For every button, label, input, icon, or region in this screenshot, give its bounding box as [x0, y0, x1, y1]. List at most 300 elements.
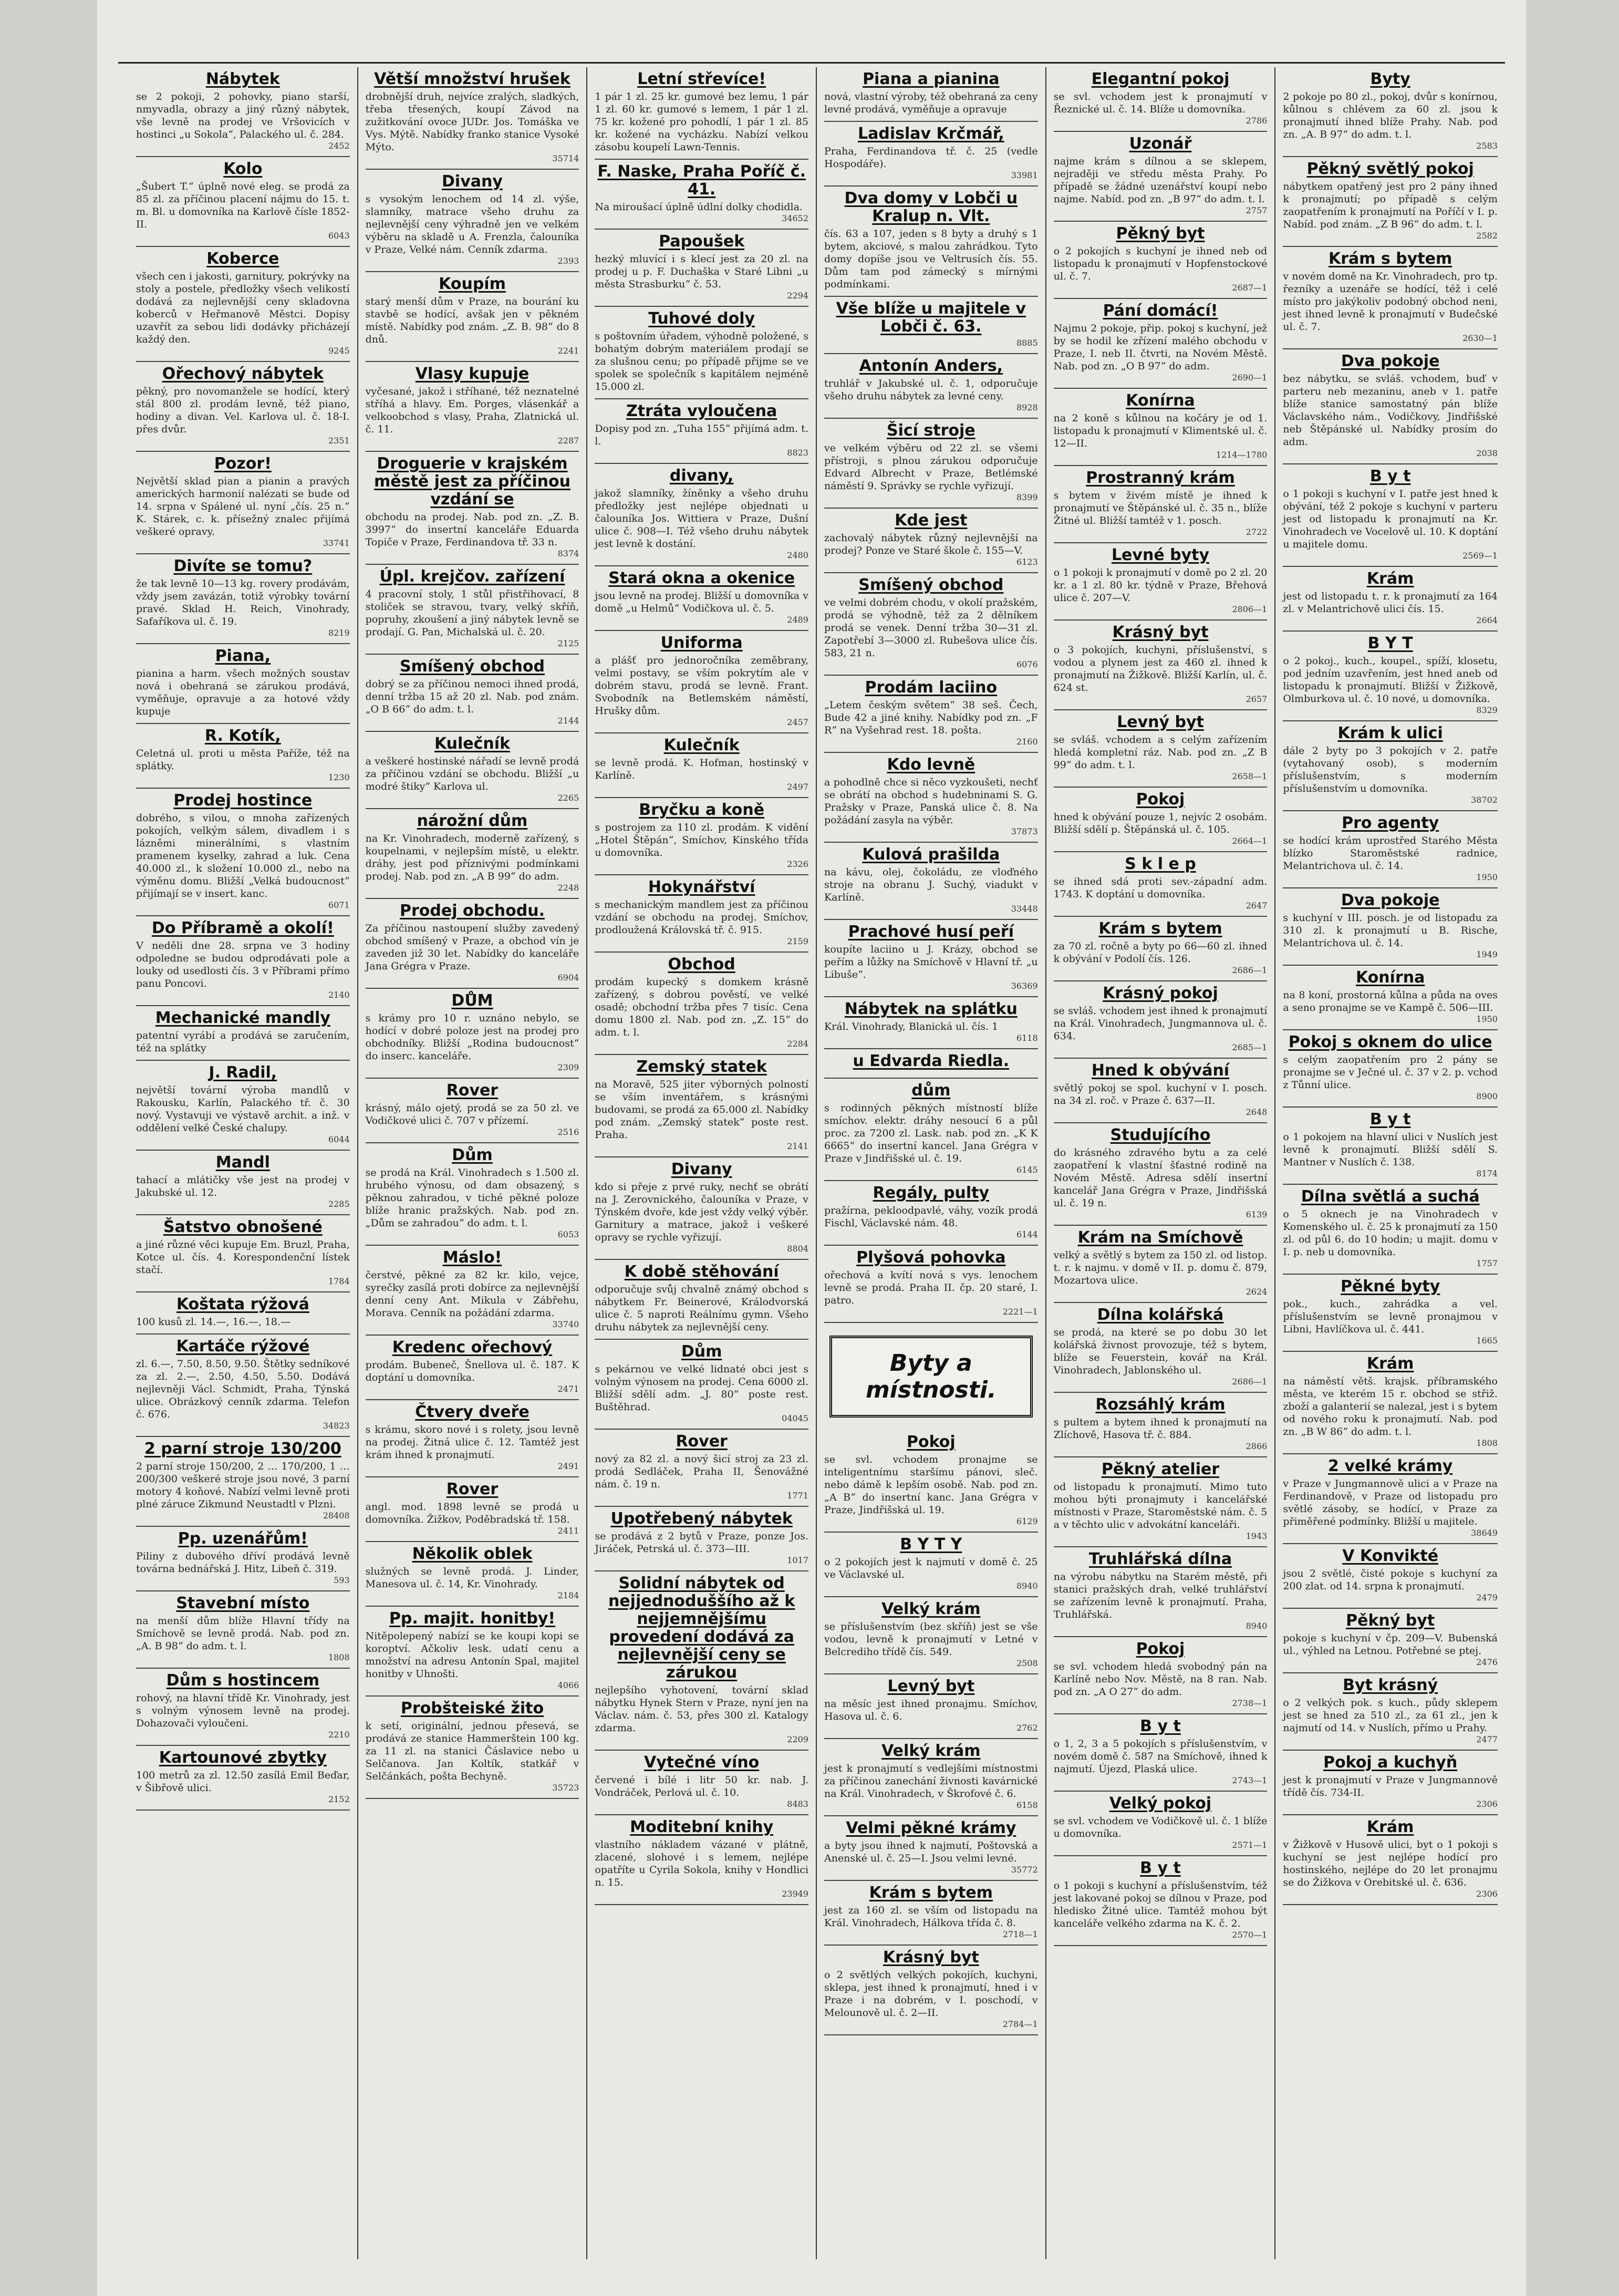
- ad-body: jest k pronajmutí s vedlejšími místnostmi za příčinou zanechání živnosti kavárnické na Král. Vinohradech, v Škrofové č. 6.: [824, 1763, 1038, 1799]
- ad-body: s kuchyní v III. posch. je od listopadu za 310 zl. k pronajmutí u B. Rische, Melantrichova ul. č. 14.: [1283, 912, 1498, 949]
- ad-headline: Dům: [452, 1146, 493, 1164]
- classified-ad: [1054, 1457, 1268, 1547]
- ad-code: 2160: [1016, 737, 1038, 747]
- ad-code: 6145: [1016, 1165, 1038, 1175]
- ad-code: 33448: [1011, 904, 1038, 914]
- classified-ad: [1054, 67, 1268, 132]
- ad-body: jakož slamníky, žíněnky a všeho druhu předložky jest nejlépe objednati u čalouníka Jos. Wittiera v Praze, Dušní ulice č. 908—I. Též všeho druhu nábytek jest levně k dostání.: [595, 488, 808, 550]
- classified-ad: [824, 1946, 1038, 2035]
- ad-body: s mechanickým mandlem jest za příčinou vzdání se obchodu na prodej. Smíchov, prodloužená Královská tř. č. 915.: [595, 899, 808, 936]
- ad-body: Celetná ul. proti u města Paříže, též na splátky.: [136, 748, 350, 772]
- ad-body: se hodící krám uprostřed Starého Města blízko Staroměstské radnice, Melantrichova ul. č. 14.: [1283, 835, 1498, 872]
- ad-headline: Dva domy v Lobči u Kralup n. Vlt.: [844, 189, 1018, 225]
- ad-headline: Levný byt: [887, 1677, 975, 1695]
- ad-body: na menší dům blíže Hlavní třídy na Smíchově se levně prodá. Nab. pod zn. „A. B 98“ do adm. t. l.: [136, 1615, 350, 1652]
- classified-ad: [1283, 67, 1498, 157]
- ad-headline: Solidní nábytek od nejjednoduššího až k nejjemnějšímu provedení dodává za nejlevnější ceny se zárukou: [608, 1574, 795, 1682]
- ad-headline: B Y T Y: [900, 1535, 962, 1554]
- ad-headline: u Edvarda Riedla.: [853, 1052, 1010, 1070]
- ad-body: se svláš. vchodem a s celým zařízením hledá kompletní ráz. Nab. pod zn. „Z B 99“ do adm. t. l.: [1053, 734, 1268, 771]
- ad-headline: Obchod: [668, 955, 735, 974]
- classified-ad: [136, 916, 350, 1006]
- ad-body: 100 metrů za zl. 12.50 zasílá Emil Beďar, v Šibřově ulici.: [136, 1770, 350, 1794]
- classified-ad: [1054, 299, 1268, 389]
- ad-body: o 1 pokojem na hlavní ulici v Nuslích jest levně k pronajmutí. Bližší sdělí S. Mantner v Nuslích č. 138.: [1283, 1131, 1498, 1168]
- ad-headline: Koberce: [206, 250, 279, 268]
- classified-ad: [1283, 1108, 1498, 1185]
- ad-headline: Kredenc ořechový: [392, 1338, 553, 1357]
- ad-body: prodám kupecký s domkem krásně zařízený, s dobrou pověstí, ve velké osadě; obchodní tržba přes 7 tisíc. Cena domu 1800 zl. Nab. pod zn. „Z. 15“ do adm. t. l.: [595, 976, 808, 1038]
- ad-headline: Pokoj s oknem do ulice: [1288, 1033, 1492, 1051]
- ad-headline: Kartáče rýžové: [176, 1337, 310, 1356]
- ad-headline: Bryčku a koně: [639, 801, 765, 819]
- ad-code: 2159: [787, 936, 808, 946]
- ad-body: s postrojem za 110 zl. prodám. K vidění „Hotel Štěpán“, Smíchov, Kinského třída u domovníka.: [595, 822, 808, 859]
- ad-body: patentní vyrábí a prodává se zaručením, též na splátky: [136, 1030, 350, 1054]
- ad-headline: Prostranný krám: [1086, 469, 1235, 487]
- ad-code: 2657: [1246, 694, 1268, 704]
- ad-body: o 5 oknech je na Vinohradech v Komenského ul. č. 25 k pronajmutí za 150 zl. od půl 6. do 10 hodin; u majit. domu v I. p. neb u domovníka.: [1283, 1208, 1498, 1258]
- ad-body: 100 kusů zl. 14.—, 16.—, 18.—: [136, 1316, 291, 1328]
- ad-code: 2285: [328, 1199, 350, 1209]
- ad-code: 2309: [557, 1062, 579, 1072]
- ad-headline: Divany: [442, 172, 503, 191]
- classified-ad: [1054, 389, 1268, 466]
- ad-body: dobrého, s vilou, o mnoha zařízených pokojích, velkým sálem, divadlem i s lázněmi minerálními, s vlastním pramenem kyselky, zahrad a luk. Cena 40.000 zl., k složení 10.000 zl., nebo na výměnu domu. Bližší „Velká budoucnost“ přijímají se v insert. kanc.: [136, 812, 350, 899]
- ad-body: červené i bílé i litr 50 kr. nab. J. Vondráček, Perlová ul. č. 10.: [595, 1774, 808, 1798]
- classified-ad: [1283, 811, 1498, 888]
- classified-ad: [824, 573, 1038, 676]
- ad-headline: Divany: [671, 1160, 732, 1178]
- ad-code: 1214—1780: [1216, 450, 1268, 460]
- ad-headline: Kde jest: [895, 511, 968, 530]
- ad-code: 04045: [782, 1413, 808, 1423]
- classified-ad: [366, 732, 579, 809]
- classified-ad: [1283, 721, 1498, 811]
- ad-code: 2452: [328, 141, 350, 151]
- ad-code: 2664: [1476, 615, 1498, 625]
- ad-headline: Krám s bytem: [1098, 919, 1222, 938]
- ad-headline: Pp. uzenářům!: [178, 1529, 308, 1548]
- ad-headline: Kolo: [223, 160, 263, 178]
- ad-body: se prodá na Král. Vinohradech s 1.500 zl. hrubého výnosu, od dam obsazený, s pěknou zahradou, v tiché pěkné poloze blíže hranic pražských. Nab. pod zn. „Dům se zahradou“ do adm. t. l.: [365, 1167, 579, 1229]
- ad-body: pok., kuch., zahrádka a vel. příslušenstvím se levně pronajmou v Libni, Havlíčkova ul. č. 441.: [1283, 1298, 1498, 1335]
- ad-body: vlastního nákladem vázané v plátně, zlacené, slohové i s lemem, nejlépe opatříte u Cyrila Sokola, knihy v Hondlici n. 15.: [595, 1839, 808, 1888]
- ad-headline: R. Kotík,: [204, 727, 281, 745]
- ad-body: o 1, 2, 3 a 5 pokojích s příslušenstvím, v novém domě č. 587 na Smíchově, ihned k najmutí. Újezd, Plaská ulice.: [1053, 1738, 1268, 1775]
- ad-code: 33741: [323, 538, 350, 548]
- ad-headline: Dílna světlá a suchá: [1301, 1187, 1480, 1206]
- ad-headline: Dílna kolářská: [1097, 1306, 1224, 1324]
- ad-body: velký a světlý s bytem za 150 zl. od listop. t. r. k najmu. v domě v II. p. domu č. 879, Mozartova ulice.: [1053, 1249, 1268, 1286]
- ad-code: 2351: [328, 436, 350, 446]
- ad-headline: Smíšený obchod: [399, 657, 545, 676]
- ad-code: 38649: [1471, 1528, 1498, 1538]
- ad-body: hned k obývání pouze 1, nejvíc 2 osobám. Bližší sdělí p. Štěpánská ul. č. 105.: [1053, 811, 1268, 835]
- ad-body: a pohodlně chce si něco vyzkoušeti, nechť se obrátí na obchod s hudebninami S. G. Pražsky v Praze, Panská ulice č. 8. Na požádání zasyla na výběr.: [824, 777, 1038, 826]
- ad-code: 2411: [557, 1526, 579, 1536]
- ad-headline: Rover: [446, 1081, 499, 1100]
- classified-ad: [595, 1260, 808, 1340]
- ad-body: se svl. vchodem pronajme se inteligentnímu staršímu pánovi, sleč. nebo dámě k lepším osobě. Nab. pod zn. „A B“ do insertní kanc. Jana Grégra v Praze, Jindřišská ul. 19.: [824, 1454, 1038, 1516]
- ad-headline: Prodej hostince: [173, 791, 313, 810]
- ad-headline: Rover: [446, 1480, 499, 1498]
- ad-headline: Mandl: [215, 1153, 270, 1172]
- ad-code: 2685—1: [1232, 1042, 1268, 1052]
- ad-headline: Pěkný světlý pokoj: [1306, 160, 1474, 178]
- ad-headline: Elegantní pokoj: [1091, 70, 1230, 88]
- classified-ad: [1283, 1352, 1498, 1454]
- ad-headline: dům: [911, 1081, 951, 1100]
- ad-body: koupíte laciino u J. Krázy, obchod se peřím a lůžky na Smíchově v Hlavní tř. „u Libuše“.: [824, 944, 1038, 980]
- ad-code: 593: [334, 1575, 350, 1585]
- ad-body: jest za 160 zl. se vším od listopadu na Král. Vinohradech, Hálkova třída č. 8.: [824, 1905, 1038, 1929]
- ad-code: 34823: [323, 1421, 350, 1431]
- ad-code: 2209: [787, 1734, 808, 1744]
- ad-headline: Konírna: [1355, 968, 1425, 987]
- classified-ad: [824, 1816, 1038, 1881]
- ad-code: 2786: [1246, 116, 1268, 126]
- classified-ad: [1283, 888, 1498, 966]
- ad-code: 2722: [1246, 527, 1268, 537]
- ad-body: nová, vlastní výroby, též obehraná za ceny levné prodává, vyměňuje a opravuje: [824, 91, 1038, 115]
- classified-ad: [136, 1292, 350, 1335]
- ad-code: 1808: [1476, 1438, 1498, 1448]
- ad-body: od listopadu k pronajmutí. Mimo tuto mohou býti pronajmuty i kancelářské místnosti v Praze, Staroměstské nám. č. 5 a v těchto ulic v advokátní kanceláři.: [1053, 1481, 1268, 1530]
- classified-ad: [136, 1591, 350, 1669]
- ad-body: s pekárnou ve velké lidnaté obci jest s volným výnosem na prodej. Cena 6000 zl. Bližší sdělí adm. „J. 80“ poste rest. Buštěhrad.: [595, 1363, 808, 1413]
- ad-code: 8940: [1016, 1581, 1038, 1591]
- ad-headline: Kulová prašilda: [862, 845, 1000, 864]
- ad-headline: Truhlářská dílna: [1088, 1550, 1232, 1568]
- ad-code: 2582: [1476, 231, 1498, 241]
- classified-ad: [595, 1157, 808, 1260]
- ad-code: 2140: [328, 990, 350, 1000]
- ad-code: 2038: [1476, 448, 1498, 458]
- classified-ad: [366, 170, 579, 272]
- ad-body: o 2 pokoj., kuch., koupel., spíží, klosetu, pod jedním uzavřením, jest hned aneb od listopadu k pronajmutí. Bližší v Žižkově, Olmburkova ul. č. 10 nové, u domovníka.: [1283, 655, 1498, 705]
- classified-ad: [595, 67, 808, 160]
- ad-body: Nitěpolepený nabízí se ke koupi kopi se koroptví. Ačkoliv lesk. udatí cenu a množství na adresu Antonín Spal, majitel honitby v Uhnošti.: [365, 1630, 579, 1680]
- classified-ad: [595, 1055, 808, 1157]
- ad-body: na měsíc jest ihned pronajmu. Smíchov, Hasova ul. č. 6.: [824, 1698, 1038, 1722]
- classified-ad: [824, 1674, 1038, 1739]
- ad-headline: K době stěhování: [624, 1263, 779, 1281]
- classified-ad: [595, 160, 808, 230]
- ad-headline: Kartounové zbytky: [159, 1749, 327, 1767]
- ad-body: prodám. Bubeneč, Šnellova ul. č. 187. K doptání u domovníka.: [365, 1359, 579, 1383]
- ad-body: truhlář v Jakubské ul. č. 1, odporučuje všeho druhu nábytek za levné ceny.: [824, 378, 1038, 402]
- ad-body: o 1 pokoji k pronajmutí v domě po 2 zl. 20 kr. a 1 zl. 80 kr. týdně v Praze, Břehová ulice č. 207—V.: [1053, 567, 1268, 604]
- ad-code: 8329: [1476, 705, 1498, 715]
- ad-code: 6129: [1016, 1516, 1038, 1526]
- ad-headline: Krásný byt: [1112, 623, 1209, 642]
- ad-body: zl. 6.—, 7.50, 8.50, 9.50. Štětky sedníkové za zl. 2.—, 2.50, 4.50, 5.50. Dodává nejlevněji Václ. Schmidt, Praha, Týnská ulice. Obrázkový cenník zdarma. Telefon č. 676.: [136, 1358, 350, 1420]
- classified-ad: [366, 809, 579, 899]
- ad-body: na náměstí větš. krajsk. příbramského města, ve kterém 15 r. obchod se střiž. zboží a galanterií se nalezal, jest i s bytem od nového roku k pronajmutí. Nab. pod zn. „B W 86“ do adm. t. l.: [1283, 1375, 1498, 1437]
- classified-ad: [136, 1746, 350, 1811]
- ad-code: 2184: [557, 1590, 579, 1600]
- ad-headline: Větší množství hrušek: [374, 70, 570, 88]
- ad-headline: F. Naske, Praha Poříč č. 41.: [597, 162, 806, 199]
- ad-code: 2248: [557, 883, 579, 893]
- ad-headline: Piana,: [215, 647, 271, 665]
- ad-code: 2497: [787, 782, 808, 792]
- ad-body: zachovalý nábytek různý nejlevnější na prodej? Ponze ve Staré škole č. 155—V.: [824, 532, 1038, 556]
- ad-code: 2743—1: [1232, 1775, 1268, 1785]
- column-6: [1275, 67, 1505, 2259]
- ad-code: 35772: [1011, 1865, 1038, 1875]
- ad-headline: Nábytek: [205, 70, 280, 88]
- ad-code: 2479: [1476, 1592, 1498, 1602]
- classified-ad: [824, 1181, 1038, 1246]
- classified-ad: [136, 67, 350, 157]
- ad-body: s poštovním úřadem, výhodně položené, s bohatým dobrým materiálem prodají se za slušnou cenu; po případě přijme se ve spolek se společník s kapitálem nejméně 15.000 zl.: [595, 330, 808, 392]
- classified-ad: [1054, 1792, 1268, 1856]
- classified-ad: [824, 354, 1038, 419]
- classified-ad: [595, 566, 808, 631]
- classified-ad: [366, 565, 579, 655]
- classified-ad: [1283, 349, 1498, 464]
- ad-body: starý menší dům v Praze, na bourání ku stavbě se hodící, avšak jen v pěkném místě. Nabídky pod znám. „Z. B. 98“ do 8 dnů.: [365, 296, 579, 345]
- ad-body: odporučuje svůj chvalně známý obchod s nábytkem Fr. Beinerové, Králodvorská ulice č. 5 naproti Reálnímu gymn. Všeho druhu nábytek za nejlevnější ceny.: [595, 1284, 808, 1333]
- ad-headline: Upotřebený nábytek: [610, 1509, 793, 1528]
- ad-body: se svláš. vchodem jest ihned k pronajmutí na Král. Vinohradech, Jungmannova ul. č. 634.: [1053, 1005, 1268, 1042]
- ad-headline: Byt krásný: [1343, 1676, 1438, 1694]
- ad-code: 8804: [787, 1244, 808, 1254]
- ad-headline: Krám: [1366, 570, 1414, 588]
- classified-ad: [824, 1246, 1038, 1323]
- ad-headline: Hned k obývání: [1091, 1061, 1230, 1080]
- ad-headline: Mechanické mandly: [155, 1009, 330, 1027]
- ad-body: se prodá, na které se po dobu 30 let kolářská živnost provozuje, též s bytem, blíže se Feuerstein, kovář na Král. Vinohradech, Jablonského ul.: [1053, 1327, 1268, 1376]
- classified-ad: [136, 1527, 350, 1591]
- classified-columns: [129, 67, 1505, 2259]
- classified-ad: [824, 1597, 1038, 1674]
- ad-headline: Krásný byt: [883, 1948, 979, 1967]
- ad-body: o 2 světlých velkých pokojích, kuchyni, sklepa, jest ihned k pronajmutí, hned i v Praze i na dobrém, v I. poschodí, v Melounově ul. č. 2—II.: [824, 1969, 1038, 2019]
- ad-code: 6904: [557, 973, 579, 982]
- ad-body: krásný, málo ojetý, prodá se za 50 zl. ve Vodičkové ulici č. 707 v přízemí.: [365, 1102, 579, 1126]
- ad-body: Na miroušací úplně údlní dolky chodidla.: [595, 201, 803, 213]
- ad-body: se ihned sdá proti sev.-západní adm. 1743. K doptání u domovníka.: [1053, 876, 1268, 900]
- column-4: [817, 67, 1046, 2259]
- ad-code: 36369: [1011, 981, 1038, 991]
- ad-body: v novém domě na Kr. Vinohradech, pro tp. řezníky a uzenáře se hodící, též i celé místo pro jakýkoliv podobný obchod neni, jest ihned levně k pronajmutí v Budečské ul. č. 7.: [1283, 271, 1498, 333]
- ad-headline: Úpl. krejčov. zařízení: [379, 567, 565, 586]
- classified-ad: [824, 509, 1038, 573]
- ad-headline: Piana a pianina: [863, 70, 1000, 88]
- ad-code: 2658—1: [1232, 771, 1268, 781]
- ad-code: 8219: [328, 628, 350, 638]
- ad-code: 2294: [787, 291, 808, 301]
- ad-code: 2457: [787, 717, 808, 727]
- ad-code: 2306: [1476, 1799, 1498, 1809]
- ad-headline: Šicí stroje: [887, 421, 975, 440]
- ad-headline: B y t: [1369, 1110, 1411, 1129]
- ad-headline: B y t: [1140, 1717, 1181, 1735]
- ad-headline: Kulečník: [663, 736, 740, 754]
- ad-code: 2489: [787, 615, 808, 625]
- ad-code: 8940: [1246, 1621, 1268, 1631]
- column-5: [1046, 67, 1276, 2259]
- ad-code: 2516: [557, 1127, 579, 1137]
- classified-ad: [824, 1079, 1038, 1181]
- classified-ad: [824, 1533, 1038, 1597]
- ad-code: 2141: [787, 1141, 808, 1151]
- ad-headline: Dva pokoje: [1341, 891, 1440, 909]
- ad-body: na Moravě, 525 jiter výborných polností se vším inventářem, s krásnými budovami, se prodá za 65.000 zl. Nabídky pod znám. „Zemský statek“ poste rest. Praha.: [595, 1079, 808, 1141]
- ad-headline: Zemský statek: [636, 1058, 767, 1076]
- ad-code: 1665: [1476, 1336, 1498, 1346]
- ad-headline: Prachové husí peří: [848, 923, 1014, 941]
- classified-ad: [1054, 917, 1268, 981]
- ad-headline: Hokynářství: [648, 878, 755, 896]
- ad-headline: Koštata rýžová: [176, 1295, 309, 1314]
- ad-body: o 2 pokojích jest k najmutí v domě č. 25 ve Václavské ul.: [824, 1556, 1038, 1580]
- ad-code: 2210: [328, 1730, 350, 1740]
- ad-body: drobnější druh, nejvíce zralých, sladkých, třeba třesených, koupí Závod na zužitkování ovoce JUDr. Jos. Tomáška ve Vys. Mýtě. Nabídky franko stanice Vysoké Mýto.: [365, 91, 579, 153]
- ad-headline: Byty: [1370, 70, 1410, 88]
- classified-ad: [1054, 981, 1268, 1059]
- ad-headline: Stará okna a okenice: [608, 569, 795, 587]
- ad-body: Největší sklad pian a pianin a pravých amerických harmonií nalézati se bude od 14. srpna v Spálené ul. nyní „čís. 25 n.“ K. Stárek, c. k. přísežný znalec přijímá veškeré opravy.: [136, 475, 350, 537]
- classified-ad: [366, 1143, 579, 1246]
- ad-code: 2762: [1016, 1723, 1038, 1733]
- ad-code: 33981: [1011, 170, 1038, 180]
- ad-code: 8483: [787, 1799, 808, 1809]
- ad-code: 1949: [1476, 949, 1498, 959]
- ad-headline: nárožní dům: [417, 812, 528, 830]
- ad-code: 2569—1: [1462, 551, 1498, 561]
- ad-body: jsou 2 světlé, čisté pokoje s kuchyní za 200 zlat. od 14. srpna k pronajmutí.: [1283, 1568, 1498, 1592]
- classified-ad: [366, 1477, 579, 1542]
- ad-body: a byty jsou ihned k najmutí, Poštovská a Anenské ul. č. 25—I. Jsou velmi levné.: [824, 1840, 1038, 1864]
- ad-headline: Velký krám: [881, 1600, 981, 1618]
- classified-ad: [595, 1507, 808, 1571]
- ad-headline: 2 parní stroje 130/200: [144, 1440, 341, 1458]
- ad-body: na 8 koní, prostorná kůlna a půda na oves a seno pronajme se ve Kampě č. 506—III.: [1283, 989, 1498, 1013]
- ad-body: ořechová a kvítí nová s vys. lenochem levně se prodá. Praha II. čp. 20 staré, I. patro.: [824, 1269, 1038, 1306]
- ad-headline: Pp. majit. honitby!: [389, 1609, 556, 1628]
- classified-ad: [595, 875, 808, 953]
- ad-body: jsou levně na prodej. Bližší u domovníka v domě „u Helmů“ Vodičkova ul. č. 5.: [595, 590, 808, 614]
- ad-code: 8928: [1016, 402, 1038, 412]
- ad-code: 2687—1: [1232, 283, 1268, 293]
- classified-ad: [136, 644, 350, 724]
- ad-body: o 1 pokoji s kuchyní a příslušenstvím, též jest lakované pokoj se dílnou v Praze, pod hledisko Žitné ulice. Tamtéž mohou být kanceláře velkého zdarma na K. č. 2.: [1053, 1880, 1268, 1929]
- ad-body: „Letem českým světem“ 38 seš. Čech, Bude 42 a jiné knihy. Nabídky pod zn. „F R“ na Vyšehrad rest. 18. pošta.: [824, 699, 1038, 736]
- ad-headline: Dva pokoje: [1341, 352, 1440, 370]
- ad-body: pěkný, pro novomanžele se hodící, který stál 800 zl. prodám levně, též piano, hodiny a divan. Vel. Karlova ul. č. 18-I. přes dvůr.: [136, 386, 350, 435]
- ad-body: Piliny z dubového dříví prodává levně továrna bednářská J. Hitz, Libeň č. 319.: [136, 1550, 350, 1575]
- ad-code: 2647: [1246, 901, 1268, 911]
- ad-body: hezký mluvící i s klecí jest za 20 zl. na prodej u p. F. Duchaška v Staré Libni „u města Strasburku“ č. 53.: [595, 253, 808, 290]
- classified-ad: [595, 230, 808, 307]
- ad-body: se svl. vchodem ve Vodičkově ul. č. 1 blíže u domovníka.: [1053, 1815, 1268, 1839]
- classified-ad: [1054, 620, 1268, 710]
- ad-headline: Stavební místo: [176, 1594, 310, 1612]
- ad-body: kdo si přeje z prvé ruky, nechť se obrátí na J. Zerovnického, čalouníka v Praze, v Týnském dvoře, kde jest vždy velký výběr. Garnitury a matrace, jakož i veškeré opravy se rychle vyřizují.: [595, 1181, 808, 1243]
- classified-ad: [366, 1336, 579, 1400]
- ad-headline: Krám s bytem: [1329, 250, 1452, 268]
- ad-code: 6118: [1016, 1033, 1038, 1043]
- ad-headline: Pokoj a kuchyň: [1323, 1753, 1458, 1772]
- ad-code: 6044: [328, 1134, 350, 1144]
- ad-body: a veškeré hostinské nářadí se levně prodá za příčinou vzdání se obchodu. Bližší „u modré štiky“ Karlova ul.: [365, 756, 579, 792]
- classified-ad: [1283, 157, 1498, 247]
- classified-ad: [824, 920, 1038, 997]
- classified-ad: [1283, 464, 1498, 567]
- ad-code: 2583: [1476, 141, 1498, 151]
- classified-ad: [1054, 710, 1268, 788]
- ad-headline: Velmi pěkné krámy: [846, 1819, 1016, 1837]
- ad-headline: Droguerie v krajském městě jest za příčinou vzdání se: [374, 454, 570, 509]
- ad-headline: Moditební knihy: [630, 1818, 774, 1836]
- ad-code: 6144: [1016, 1229, 1038, 1239]
- ad-body: s vysokým lenochem od 14 zl. výše, slamníky, matrace všeho druhu za nejlevnější ceny výhradně jen ve velkém výběru na skladě u A. Frenzla, čalouníka v Praze, Velké nám. Cenník zdarma.: [365, 193, 579, 255]
- ad-code: 2866: [1246, 1441, 1268, 1451]
- ad-body: o 2 velkých pok. s kuch., půdy sklepem jest se hned za 510 zl., za 61 zl., jen k najmutí od 14. v Nuslích, přímo u Prahy.: [1283, 1697, 1498, 1734]
- ad-code: 33740: [552, 1319, 579, 1329]
- ad-headline: Prodej obchodu.: [399, 902, 545, 920]
- ad-body: v Žižkově v Husově ulici, byt o 1 pokoji s kuchyní se jest nejlépe hodící pro hostinského, nejlépe do 20 let pronajmu se do Žižkova v Orebitské ul. č. 636.: [1283, 1839, 1498, 1888]
- ad-headline: Ořechový nábytek: [162, 365, 324, 383]
- ad-code: 6158: [1016, 1800, 1038, 1810]
- ad-headline: Dům s hostincem: [166, 1671, 320, 1690]
- ad-body: o 3 pokojích, kuchyni, příslušenství, s vodou a plynem jest za 460 zl. ihned k pronajmutí na Žižkově. Bližší Karlín, ul. č. 624 st.: [1053, 644, 1268, 694]
- ad-code: 2718—1: [1002, 1929, 1038, 1939]
- ad-code: 2152: [328, 1794, 350, 1804]
- ad-headline: B Y T: [1367, 634, 1413, 653]
- classified-ad: [824, 187, 1038, 297]
- ad-headline: Krám na Smíchově: [1077, 1228, 1243, 1247]
- classified-ad: [136, 1061, 350, 1151]
- ad-code: 2806—1: [1232, 604, 1268, 614]
- ad-body: 4 pracovní stoly, 1 stůl přistřihovací, 8 stoliček se stravou, tvary, velký skříň, popruhy, zkoušení a jiný nábytek levně se prodají. G. Pan, Michalská ul. č. 20.: [365, 588, 579, 638]
- classified-ad: [366, 1246, 579, 1336]
- classified-ad: [366, 655, 579, 732]
- ad-body: k setí, originální, jednou přesevá, se prodává ze stanice Hammerštein 100 kg. za 11 zl. na stanici Čáslavice nebo u Selčanova. Jan Koltík, statkář v Selčánkách, pošta Bechyně.: [365, 1720, 579, 1782]
- ad-body: ve velkém výběru od 22 zl. se všemi přístroji, s plnou zárukou odporučuje Edvard Albrecht v Praze, Betlémské náměstí 9. Správky se rychle vyřizují.: [824, 442, 1038, 492]
- classified-ad: [824, 297, 1038, 354]
- classified-ad: [595, 1430, 808, 1507]
- ad-body: tahací a mlátičky vše jest na prodej v Jakubské ul. 12.: [136, 1174, 350, 1198]
- ad-body: vyčesané, jakož i stříhané, též neznatelné stříhá a hlavy. Em. Porges, vlásenkář a velkoobchod s vlasy, Praha, Zlatnická ul. č. 11.: [365, 386, 579, 435]
- classified-ad: [1283, 1185, 1498, 1275]
- ad-body: největší tovární výroba mandlů v Rakousku, Karlín, Palackého tř. č. 30 nový. Vystavuji ve výstavě archit. a inž. v oddělení velké České chalupy.: [136, 1084, 350, 1134]
- ad-headline: Pěkný atelier: [1101, 1460, 1220, 1478]
- ad-code: 8823: [787, 448, 808, 458]
- ad-body: Za příčinou nastoupení služby zavedený obchod smíšený v Praze, a obchod vín je zaveden již 30 let. Nabídky do kanceláře Jana Grégra v Praze.: [365, 923, 579, 972]
- ad-code: 8885: [1016, 338, 1038, 348]
- ad-body: na výrobu nábytku na Starém městě, při stanici pražských drah, velké truhlářství se zařízením levně k pronajmutí. Praha, Truhlářská.: [1053, 1571, 1268, 1620]
- classified-ad: [1283, 567, 1498, 632]
- ad-headline: Kulečník: [434, 735, 511, 753]
- classified-ad: [1283, 1609, 1498, 1673]
- ad-code: 1757: [1476, 1258, 1498, 1268]
- classified-ad: [1054, 1637, 1268, 1714]
- ad-headline: Pokoj: [1136, 1640, 1185, 1658]
- classified-ad: [1283, 1454, 1498, 1544]
- ad-code: 1808: [328, 1652, 350, 1662]
- ad-body: se 2 pokoji, 2 pohovky, piano starší, nmyvadla, obrazy a jiný různý nábytek, vše levně na prodej ve Vršovicích v hostinci „u Sokola“, Palackého ul. č. 284.: [136, 91, 350, 140]
- ad-body: všech cen i jakosti, garnitury, pokrývky na stoly a postele, předložky všech velikostí dodává za nejlevnější ceny skladovna koberců v Heřmanově Městci. Dopisy uzavřít za sebou lidi dodávky přicházejí každý den.: [136, 271, 350, 345]
- ad-headline: Krám: [1366, 1818, 1414, 1836]
- ad-headline: Pozor!: [214, 454, 272, 473]
- ad-body: bez nábytku, se svláš. vchodem, buď v parteru neb mezaninu, aneb v 1. patře blíže stanice samostatný pán blíže Václavského nám., Vodičkovy, Jindřišské neb Štěpánské ul. Nabídky prosím do adm.: [1283, 373, 1498, 448]
- ad-code: 2630—1: [1462, 333, 1498, 343]
